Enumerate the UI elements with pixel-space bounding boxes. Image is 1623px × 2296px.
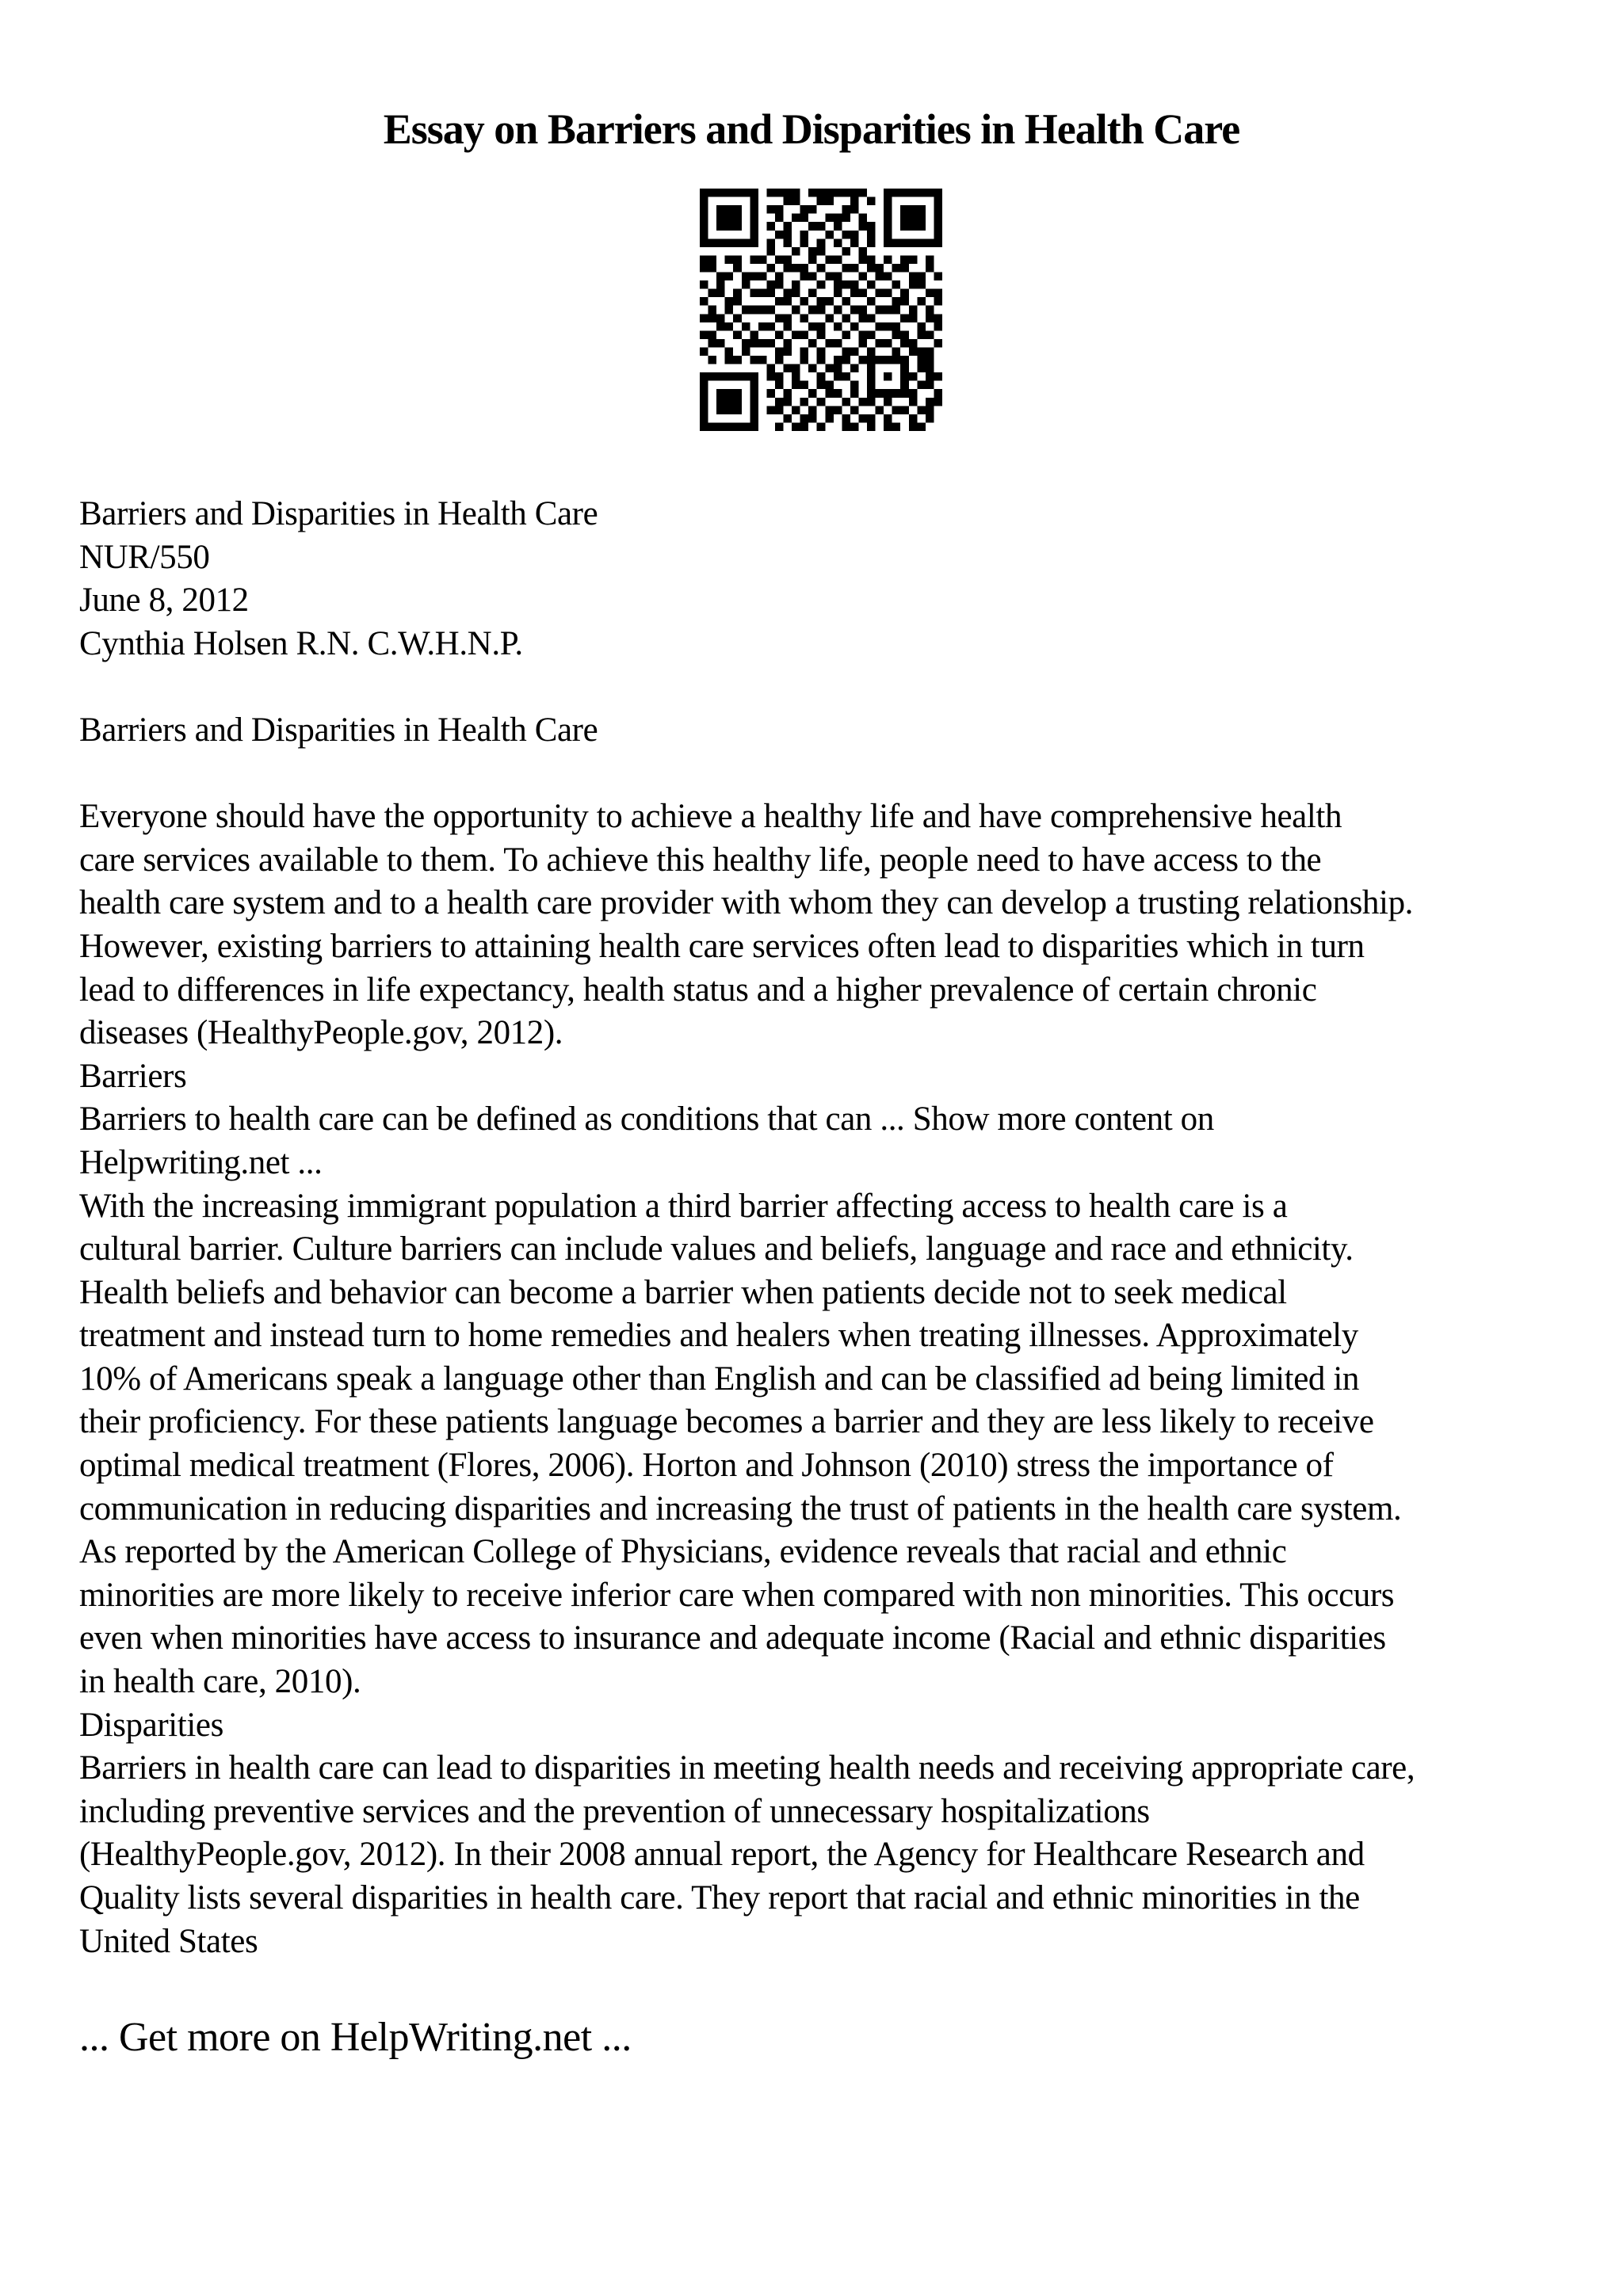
body-line: Quality lists several disparities in health care. They report that racial and ethnic minorities in the: [79, 1879, 1360, 1917]
body-line: With the increasing immigrant population a third barrier affecting access to health care is a: [79, 1187, 1288, 1225]
body-line: [79, 753, 1569, 796]
essay-body: [79, 493, 1569, 1963]
body-line: (HealthyPeople.gov, 2012). In their 2008 annual report, the Agency for Healthcare Research and: [79, 1836, 1365, 1874]
body-line: Barriers and Disparities in Health Care: [79, 711, 598, 749]
body-line: Health beliefs and behavior can become a barrier when patients decide not to seek medical: [79, 1273, 1287, 1311]
page-title: Essay on Barriers and Disparities in Health Care: [383, 105, 1240, 153]
body-line: Barriers to health care can be defined as conditions that can ... Show more content on: [79, 1100, 1214, 1138]
body-line: However, existing barriers to attaining health care services often lead to disparities which in turn: [79, 927, 1365, 965]
body-line: cultural barrier. Culture barriers can include values and beliefs, language and race and ethnicity.: [79, 1230, 1354, 1268]
body-line: optimal medical treatment (Flores, 2006). Horton and Johnson (2010) stress the importance of: [79, 1447, 1334, 1485]
body-line: Barriers in health care can lead to disparities in meeting health needs and receiving appropriate care,: [79, 1749, 1415, 1787]
body-line: their proficiency. For these patients language becomes a barrier and they are less likely to receive: [79, 1403, 1374, 1441]
body-line: lead to differences in life expectancy, health status and a higher prevalence of certain chronic: [79, 971, 1317, 1009]
body-line: health care system and to a health care provider with whom they can develop a trusting relationship.: [79, 884, 1414, 922]
body-line: in health care, 2010).: [79, 1663, 361, 1701]
body-line: even when minorities have access to insurance and adequate income (Racial and ethnic disparities: [79, 1619, 1386, 1657]
body-line: Everyone should have the opportunity to achieve a healthy life and have comprehensive health: [79, 798, 1342, 836]
body-line: diseases (HealthyPeople.gov, 2012).: [79, 1014, 563, 1052]
body-line: including preventive services and the prevention of unnecessary hospitalizations: [79, 1792, 1150, 1830]
qr-code: [700, 189, 942, 431]
body-line: 10% of Americans speak a language other than English and can be classified ad being limited in: [79, 1360, 1360, 1398]
body-line: Barriers: [79, 1057, 187, 1095]
body-line: Cynthia Holsen R.N. C.W.H.N.P.: [79, 624, 523, 662]
body-line: June 8, 2012: [79, 582, 249, 620]
body-line: As reported by the American College of Physicians, evidence reveals that racial and ethnic: [79, 1533, 1287, 1571]
body-line: [79, 666, 1569, 709]
body-line: care services available to them. To achieve this healthy life, people need to have access to the: [79, 841, 1322, 879]
body-line: NUR/550: [79, 538, 210, 576]
footer-promo-text: ... Get more on HelpWriting.net ...: [79, 2015, 632, 2060]
body-line: minorities are more likely to receive inferior care when compared with non minorities. This occurs: [79, 1576, 1395, 1614]
body-line: Disparities: [79, 1706, 223, 1744]
body-line: Barriers and Disparities in Health Care: [79, 495, 598, 532]
body-line: treatment and instead turn to home remedies and healers when treating illnesses. Approximately: [79, 1317, 1358, 1355]
body-line: communication in reducing disparities and increasing the trust of patients in the health care system.: [79, 1489, 1402, 1527]
body-line: Helpwriting.net ...: [79, 1143, 323, 1181]
body-line: United States: [79, 1922, 258, 1960]
